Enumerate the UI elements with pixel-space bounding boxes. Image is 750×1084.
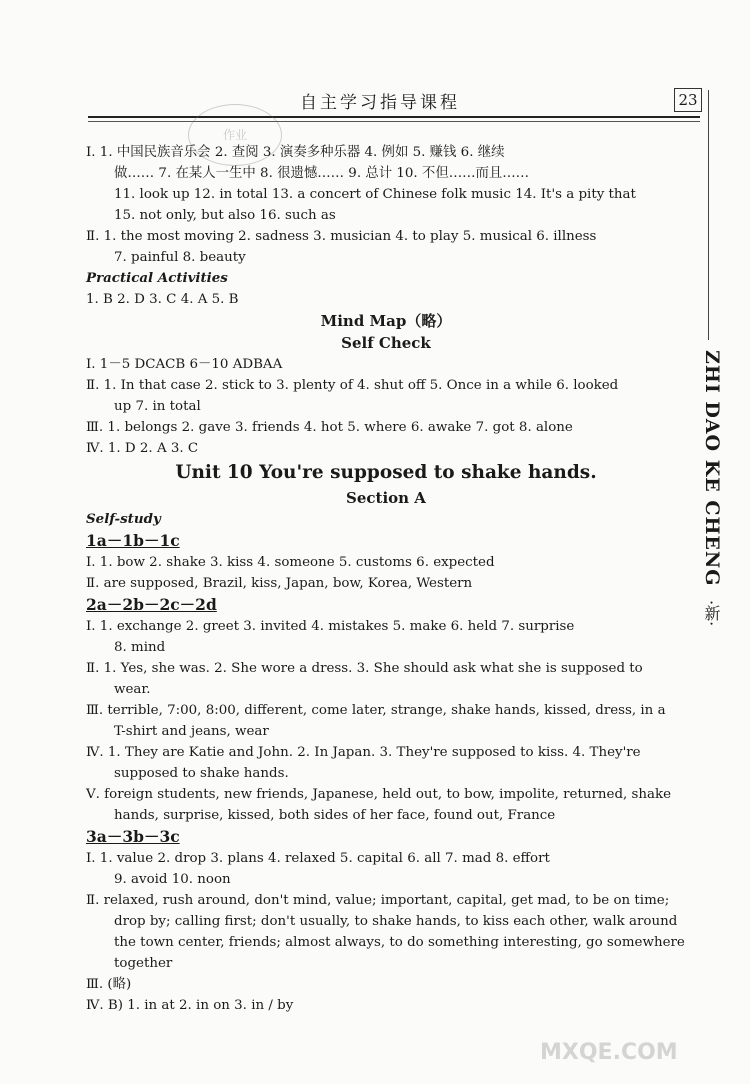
heading-mind-map: Mind Map（略） [320,312,452,330]
header-rule [88,116,700,118]
unit-title: Unit 10 You're supposed to shake hands. [175,462,597,483]
text-line: Ⅰ. 1. value 2. drop 3. plans 4. relaxed 5. capital 6. all 7. mad 8. effort [86,851,550,866]
subheading: 2a－2b－2c－2d [86,595,217,614]
text-line: together [114,956,173,971]
text-line: Ⅱ. 1. In that case 2. stick to 3. plenty of 4. shut off 5. Once in a while 6. looked [86,378,619,393]
text-line: Ⅰ. 1. 中国民族音乐会 2. 查阅 3. 演奏多种乐器 4. 例如 5. 赚钱 6. 继续 [86,145,505,160]
text-line: Ⅰ. 1－5 DCACB 6－10 ADBAA [86,357,283,372]
text-line: Ⅳ. B) 1. in at 2. in on 3. in / by [86,998,294,1013]
text-line: Ⅱ. are supposed, Brazil, kiss, Japan, bow, Korea, Western [86,576,473,591]
stamp-watermark: 作业 [188,104,282,166]
subheading: 3a－3b－3c [86,827,180,846]
site-watermark: MXQE.COM [540,1040,678,1065]
header-title: 自主学习指导课程 [300,93,460,113]
text-line: Ⅳ. 1. They are Katie and John. 2. In Japan. 3. They're supposed to kiss. 4. They're [86,745,641,760]
answer-content [86,142,686,1016]
text-line: Ⅲ. terrible, 7:00, 8:00, different, come later, strange, shake hands, kissed, dress, in a [86,703,666,718]
text-line: T-shirt and jeans, wear [114,724,269,739]
section-label: Self-study [86,511,161,527]
page-number: 23 [674,88,702,112]
text-line: Ⅰ. 1. exchange 2. greet 3. invited 4. mistakes 5. make 6. held 7. surprise [86,619,575,634]
text-line: drop by; calling first; don't usually, to shake hands, to kiss each other, walk around [114,914,678,929]
text-line: Ⅱ. 1. Yes, she was. 2. She wore a dress. 3. She should ask what she is supposed to [86,661,643,676]
section-title: Section A [346,489,426,507]
text-line: 7. painful 8. beauty [114,250,246,265]
header-rule-thin [88,121,700,122]
side-rule [708,90,709,340]
side-title: ZHI DAO KE CHENG [701,350,723,587]
text-line: supposed to shake hands. [114,766,289,781]
text-line: 11. look up 12. in total 13. a concert of Chinese folk music 14. It's a pity that [114,187,636,202]
heading-self-check: Self Check [341,334,431,352]
text-line: Ⅲ. (略) [86,977,132,992]
text-line: Ⅴ. foreign students, new friends, Japanese, held out, to bow, impolite, returned, shake [86,787,672,802]
text-line: hands, surprise, kissed, both sides of her face, found out, France [114,808,556,823]
subheading: 1a－1b－1c [86,531,180,550]
side-mark: ·新· [702,600,721,627]
text-line: Ⅰ. 1. bow 2. shake 3. kiss 4. someone 5. customs 6. expected [86,555,495,570]
text-line: the town center, friends; almost always, to do something interesting, go somewhere [114,935,685,950]
text-line: Ⅳ. 1. D 2. A 3. C [86,441,199,456]
text-line: 9. avoid 10. noon [114,872,231,887]
text-line: 15. not only, but also 16. such as [114,208,336,223]
text-line: 做…… 7. 在某人一生中 8. 很遗憾…… 9. 总计 10. 不但……而且…… [114,166,530,181]
text-line: 8. mind [114,640,166,655]
text-line: Ⅱ. relaxed, rush around, don't mind, value; important, capital, get mad, to be on time; [86,893,670,908]
text-line: up 7. in total [114,399,201,414]
text-line: Ⅲ. 1. belongs 2. gave 3. friends 4. hot 5. where 6. awake 7. got 8. alone [86,420,573,435]
section-label: Practical Activities [86,270,228,286]
text-line: Ⅱ. 1. the most moving 2. sadness 3. musician 4. to play 5. musical 6. illness [86,229,597,244]
text-line: 1. B 2. D 3. C 4. A 5. B [86,292,239,307]
text-line: wear. [114,682,151,697]
